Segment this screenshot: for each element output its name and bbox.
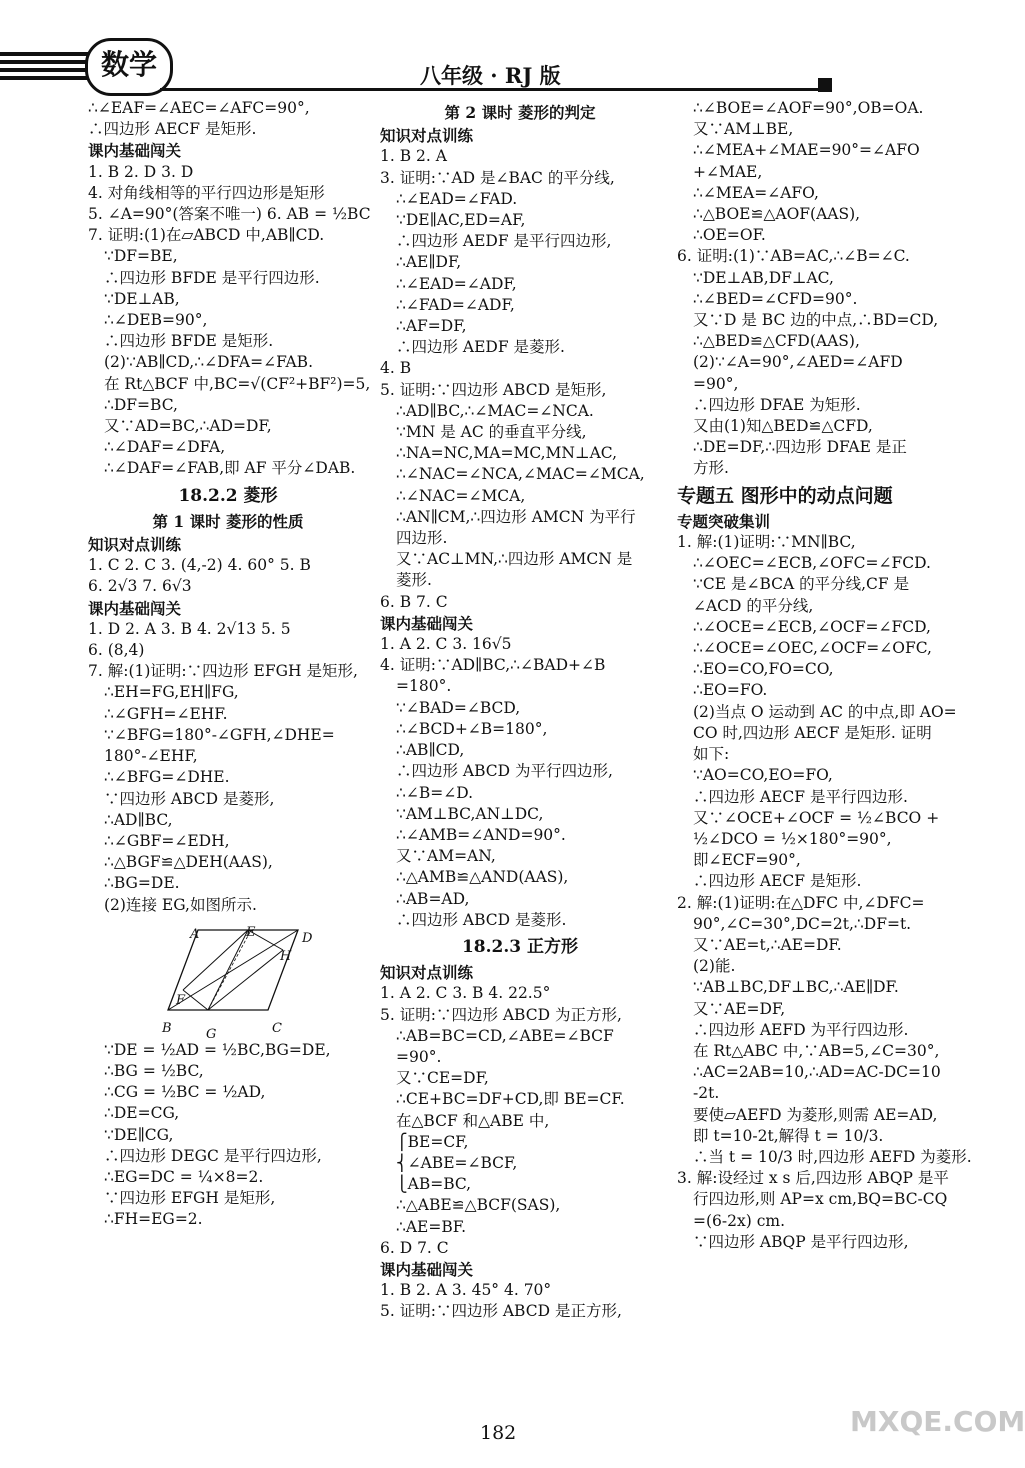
col2-line: ∴△AMB≌△AND(AAS), — [396, 868, 569, 887]
col1-line: 又∵AD=BC,∴AD=DF, — [104, 417, 272, 436]
col2-line: ∴∠EAD=∠ADF, — [396, 274, 517, 293]
col1-line: ∴∠BFG=∠DHE. — [104, 768, 230, 787]
rhombus-figure — [162, 918, 318, 1042]
col3-line: 专题五 图形中的动点问题 — [677, 484, 893, 507]
col2-line: 又∵AC⊥MN,∴四边形 AMCN 是 — [396, 550, 633, 569]
col1-line: ∴FH=EG=2. — [104, 1210, 203, 1229]
col3-line: 3. 解:设经过 x s 后,四边形 ABQP 是平 — [677, 1169, 949, 1188]
col2-line: 第 2 课时 菱形的判定 — [444, 103, 596, 122]
header-rule — [160, 88, 820, 91]
col3-line: ∵DE⊥AB,DF⊥AC, — [693, 268, 834, 287]
col2-line: 知识对点训练 — [380, 963, 474, 983]
col1-line: ∴EG=DC = ¼×8=2. — [104, 1167, 264, 1186]
col1-line: ∴CG = ½BC = ½AD, — [104, 1083, 266, 1102]
col1-line: ∴∠GBF=∠EDH, — [104, 831, 230, 850]
col3-line: 行四边形,则 AP=x cm,BQ=BC-CQ — [693, 1190, 948, 1209]
col3-line: ∴∠BED=∠CFD=90°. — [693, 289, 858, 308]
col2-line: 1. A 2. C 3. 16√5 — [380, 635, 512, 654]
col2-line: ∴AB∥CD, — [396, 741, 465, 760]
col2-line: ∵DE∥AC,ED=AF, — [396, 211, 526, 230]
col2-line: 1. A 2. C 3. B 4. 22.5° — [380, 984, 551, 1003]
col3-line: 又∵∠OCE+∠OCF = ½∠BCO + — [693, 808, 940, 827]
col3-line: ∴四边形 AEFD 为平行四边形. — [693, 1020, 909, 1039]
col2-line: 1. B 2. A — [380, 147, 447, 166]
col1-line: 1. B 2. D 3. D — [88, 162, 194, 181]
grade-label: 八年级 · RJ 版 — [420, 63, 561, 88]
col1-line: ∴∠GFH=∠EHF. — [104, 704, 228, 723]
col3-line: 又由(1)知△BED≌△CFD, — [693, 417, 873, 436]
col1-line: ∴∠EAF=∠AEC=∠AFC=90°, — [88, 99, 310, 117]
col2-line: ∴∠FAD=∠ADF, — [396, 295, 515, 314]
col3-line: ∴∠OEC=∠ECB,∠OFC=∠FCD. — [693, 554, 931, 573]
page-header — [0, 0, 1000, 100]
col1-line: 6. (8,4) — [88, 641, 145, 660]
watermark: MXQE.COM — [850, 1405, 1025, 1438]
col1-line: 课内基础闯关 — [88, 141, 182, 161]
col1-line: ∴四边形 DEGC 是平行四边形, — [104, 1146, 322, 1165]
col3-line: ∴∠BOE=∠AOF=90°,OB=OA. — [693, 99, 924, 117]
col2-line: 1. B 2. A 3. 45° 4. 70° — [380, 1281, 552, 1300]
col2-line: ∴AD∥BC,∴∠MAC=∠NCA. — [396, 401, 594, 420]
col3-line: =90°, — [693, 374, 739, 393]
col2-line: 在△BCF 和△ABE 中, — [396, 1111, 550, 1130]
col2-line: ∴∠NAC=∠MCA, — [396, 486, 526, 505]
col3-line: =(6-2x) cm. — [693, 1211, 786, 1230]
col1-line: 课内基础闯关 — [88, 598, 182, 618]
col2-line: =90°. — [396, 1047, 442, 1066]
col1-line: ∴DF=BC, — [104, 395, 178, 414]
col2-line: ∴AE=BF. — [396, 1217, 467, 1236]
col3-line: ∴AC=2AB=10,∴AD=AC-DC=10 — [693, 1063, 941, 1082]
col1-line: ∵∠BFG=180°-∠GFH,∠DHE= — [104, 725, 335, 744]
column-3 — [677, 98, 972, 1253]
col2-line: ∴AB=AD, — [396, 889, 470, 908]
col1-line: ∴BG=DE. — [104, 874, 180, 893]
col2-line: 知识对点训练 — [380, 126, 474, 146]
col3-line: ∴EO=CO,FO=CO, — [693, 660, 834, 679]
col2-line: ⎩AB=BC, — [396, 1175, 472, 1194]
col1-line: 6. 2√3 7. 6√3 — [88, 577, 192, 596]
col1-line: 第 1 课时 菱形的性质 — [152, 511, 304, 531]
col1-line: 180°-∠EHF, — [104, 747, 198, 766]
col1-line: ∴BG = ½BC, — [104, 1061, 204, 1080]
col2-line: ⎨∠ABE=∠BCF, — [396, 1153, 518, 1172]
col1-line: 7. 解:(1)证明:∵四边形 EFGH 是矩形, — [88, 662, 358, 681]
col2-line: 5. 证明:∵四边形 ABCD 是矩形, — [380, 380, 607, 399]
col1-line: ∴DE=CG, — [104, 1104, 180, 1123]
col3-line: ½∠DCO = ½×180°=90°, — [693, 829, 892, 848]
col3-line: +∠MAE, — [693, 162, 763, 181]
col3-line: 又∵D 是 BC 边的中点,∴BD=CD, — [693, 311, 939, 330]
header-square-icon — [818, 78, 832, 92]
col2-line: ∴AE∥DF, — [396, 253, 462, 272]
col3-line: ∴△BED≌△CFD(AAS), — [693, 332, 860, 351]
col3-line: 专题突破集训 — [677, 511, 771, 531]
col1-line: ∴△BGF≌△DEH(AAS), — [104, 853, 273, 872]
col2-line: ∴∠B=∠D. — [396, 783, 474, 802]
col2-line: 3. 证明:∵AD 是∠BAC 的平分线, — [380, 168, 615, 187]
col2-line: 4. 证明:∵AD∥BC,∴∠BAD+∠B — [380, 656, 606, 675]
figure-label-a: A — [190, 926, 200, 942]
figure-label-c: C — [272, 1020, 282, 1036]
col3-line: CO 时,四边形 AECF 是矩形. 证明 — [693, 723, 932, 742]
col2-line: 5. 证明:∵四边形 ABCD 是正方形, — [380, 1302, 622, 1321]
col1-line: ∴AD∥BC, — [104, 810, 173, 829]
col1-line: 4. 对角线相等的平行四边形是矩形 — [88, 183, 325, 202]
figure-label-h: H — [280, 948, 292, 964]
col3-line: ∵AB⊥BC,DF⊥BC,∴AE∥DF. — [693, 978, 899, 997]
col3-line: 方形. — [693, 459, 729, 478]
column-1 — [88, 98, 371, 1231]
col3-line: (2)∵∠A=90°,∠AED=∠AFD — [693, 353, 903, 372]
figure-label-g: G — [206, 1026, 217, 1042]
col3-line: ∴∠OCE=∠ECB,∠OCF=∠FCD, — [693, 617, 931, 636]
col1-line: ∴四边形 BFDE 是平行四边形. — [104, 268, 320, 287]
col2-line: =180°. — [396, 677, 452, 696]
col3-line: 又∵AM⊥BE, — [693, 120, 794, 139]
col3-line: 即∠ECF=90°, — [693, 851, 801, 870]
col1-line: 1. D 2. A 3. B 4. 2√13 5. 5 — [88, 619, 291, 638]
col1-line: 知识对点训练 — [88, 535, 182, 555]
col3-line: ∴△BOE≌△AOF(AAS), — [693, 205, 861, 224]
col3-line: (2)能. — [693, 957, 736, 976]
col2-line: 菱形. — [396, 571, 432, 590]
col1-line: ∴四边形 AECF 是矩形. — [88, 120, 257, 139]
col3-line: -2t. — [693, 1084, 720, 1103]
column-2 — [380, 98, 660, 1323]
col3-line: ∴当 t = 10/3 时,四边形 AEFD 为菱形. — [693, 1147, 972, 1166]
col1-line: ∵DE = ½AD = ½BC,BG=DE, — [104, 1040, 331, 1059]
col2-line: ∴∠EAD=∠FAD. — [396, 189, 518, 208]
col1-line: 在 Rt△BCF 中,BC=√(CF²+BF²)=5, — [104, 374, 371, 393]
col1-line: 5. ∠A=90°(答案不唯一) 6. AB = ½BC — [88, 205, 371, 224]
col2-line: 6. D 7. C — [380, 1238, 449, 1257]
col2-line: ∴四边形 ABCD 为平行四边形, — [396, 762, 613, 781]
figure-label-b: B — [162, 1020, 172, 1036]
col2-line: 5. 证明:∵四边形 ABCD 为正方形, — [380, 1005, 622, 1024]
col2-line: ∴∠AMB=∠AND=90°. — [396, 825, 566, 844]
col1-line: (2)连接 EG,如图所示. — [104, 895, 257, 914]
col3-line: 又∵AE=DF, — [693, 999, 786, 1018]
col3-line: 即 t=10-2t,解得 t = 10/3. — [693, 1126, 884, 1145]
col3-line: ∴四边形 AECF 是平行四边形. — [693, 787, 908, 806]
col2-line: 又∵AM=AN, — [396, 847, 496, 866]
col3-line: 1. 解:(1)证明:∵MN∥BC, — [677, 533, 856, 552]
col2-line: ∴∠NAC=∠NCA,∠MAC=∠MCA, — [396, 465, 645, 484]
col1-line: (2)∵AB∥CD,∴∠DFA=∠FAB. — [104, 353, 313, 372]
col1-line: ∴EH=FG,EH∥FG, — [104, 683, 239, 702]
col3-line: ∠ACD 的平分线, — [693, 596, 814, 615]
col3-line: ∴OE=OF. — [693, 226, 766, 245]
col2-line: 18.2.3 正方形 — [461, 936, 579, 957]
col1-line: ∴∠DAF=∠DFA, — [104, 438, 226, 457]
col3-line: ∴四边形 AECF 是矩形. — [693, 872, 862, 891]
col3-line: ∴∠OCE=∠OEC,∠OCF=∠OFC, — [693, 639, 932, 658]
col2-line: 课内基础闯关 — [380, 1259, 474, 1279]
col2-line: 四边形. — [396, 529, 448, 548]
col1-line: 7. 证明:(1)在▱ABCD 中,AB∥CD. — [88, 226, 325, 245]
col3-line: ∴DE=DF,∴四边形 DFAE 是正 — [693, 438, 907, 457]
col3-line: ∵AO=CO,EO=FO, — [693, 766, 833, 785]
col3-line: ∴∠MEA=∠AFO, — [693, 183, 819, 202]
col3-line: 2. 解:(1)证明:在△DFC 中,∠DFC= — [677, 893, 925, 912]
figure-label-f: F — [176, 992, 186, 1008]
col2-line: ∴AF=DF, — [396, 317, 467, 336]
col2-line: ∴△ABE≌△BCF(SAS), — [396, 1196, 561, 1215]
col3-line: 要使▱AEFD 为菱形,则需 AE=AD, — [693, 1105, 938, 1124]
col1-line: ∴∠DEB=90°, — [104, 311, 208, 330]
col2-line: ∴∠BCD+∠B=180°, — [396, 719, 548, 738]
col3-line: (2)当点 O 运动到 AC 的中点,即 AO= — [693, 702, 957, 721]
col2-line: ∴四边形 AEDF 是平行四边形, — [396, 232, 612, 251]
col2-line: 又∵CE=DF, — [396, 1069, 489, 1088]
col1-line: ∵DE⊥AB, — [104, 289, 180, 308]
col2-line: ∵AM⊥BC,AN⊥DC, — [396, 804, 544, 823]
figure-label-d: D — [302, 930, 313, 946]
col3-line: ∴EO=FO. — [693, 681, 768, 700]
header-stripes — [0, 52, 95, 84]
col1-line: ∵四边形 ABCD 是菱形, — [104, 789, 275, 808]
col3-line: ∴∠MEA+∠MAE=90°=∠AFO — [693, 141, 920, 160]
col2-line: 课内基础闯关 — [380, 613, 474, 633]
col2-line: ∴AN∥CM,∴四边形 AMCN 为平行 — [396, 507, 636, 526]
col1-line: ∵四边形 EFGH 是矩形, — [104, 1189, 276, 1208]
col1-line: ∴∠DAF=∠FAB,即 AF 平分∠DAB. — [104, 459, 356, 478]
col3-line: 在 Rt△ABC 中,∵AB=5,∠C=30°, — [693, 1041, 940, 1060]
col2-line: ∴四边形 AEDF 是菱形. — [396, 338, 565, 357]
col2-line: 4. B — [380, 359, 412, 378]
col3-line: 又∵AE=t,∴AE=DF. — [693, 935, 842, 954]
col1-line: 1. C 2. C 3. (4,-2) 4. 60° 5. B — [88, 556, 311, 575]
col2-line: ∴NA=NC,MA=MC,MN⊥AC, — [396, 444, 617, 463]
page-number: 182 — [480, 1422, 517, 1444]
col2-line: ∴四边形 ABCD 是菱形. — [396, 910, 567, 929]
col1-line: ∵DF=BE, — [104, 247, 178, 266]
col3-line: ∵四边形 ABQP 是平行四边形, — [693, 1232, 909, 1251]
col1-line: ∵DE∥CG, — [104, 1125, 174, 1144]
col1-line: ∴四边形 BFDE 是矩形. — [104, 332, 274, 351]
col2-line: ∴CE+BC=DF+CD,即 BE=CF. — [396, 1090, 625, 1109]
col2-line: ∴AB=BC=CD,∠ABE=∠BCF — [396, 1026, 614, 1045]
subject-logo: 数学 — [85, 38, 173, 96]
col2-line: ⎧BE=CF, — [396, 1132, 469, 1151]
col3-line: 6. 证明:(1)∵AB=AC,∴∠B=∠C. — [677, 247, 910, 266]
col1-line: 18.2.2 菱形 — [178, 485, 278, 506]
col2-line: 6. B 7. C — [380, 592, 448, 611]
figure-label-e: E — [246, 924, 256, 940]
col3-line: ∴四边形 DFAE 为矩形. — [693, 395, 861, 414]
col2-line: ∵MN 是 AC 的垂直平分线, — [396, 423, 587, 442]
col3-line: 90°,∠C=30°,DC=2t,∴DF=t. — [693, 914, 912, 933]
col3-line: 如下: — [693, 745, 730, 764]
col2-line: ∵∠BAD=∠BCD, — [396, 698, 521, 717]
col3-line: ∵CE 是∠BCA 的平分线,CF 是 — [693, 575, 910, 594]
